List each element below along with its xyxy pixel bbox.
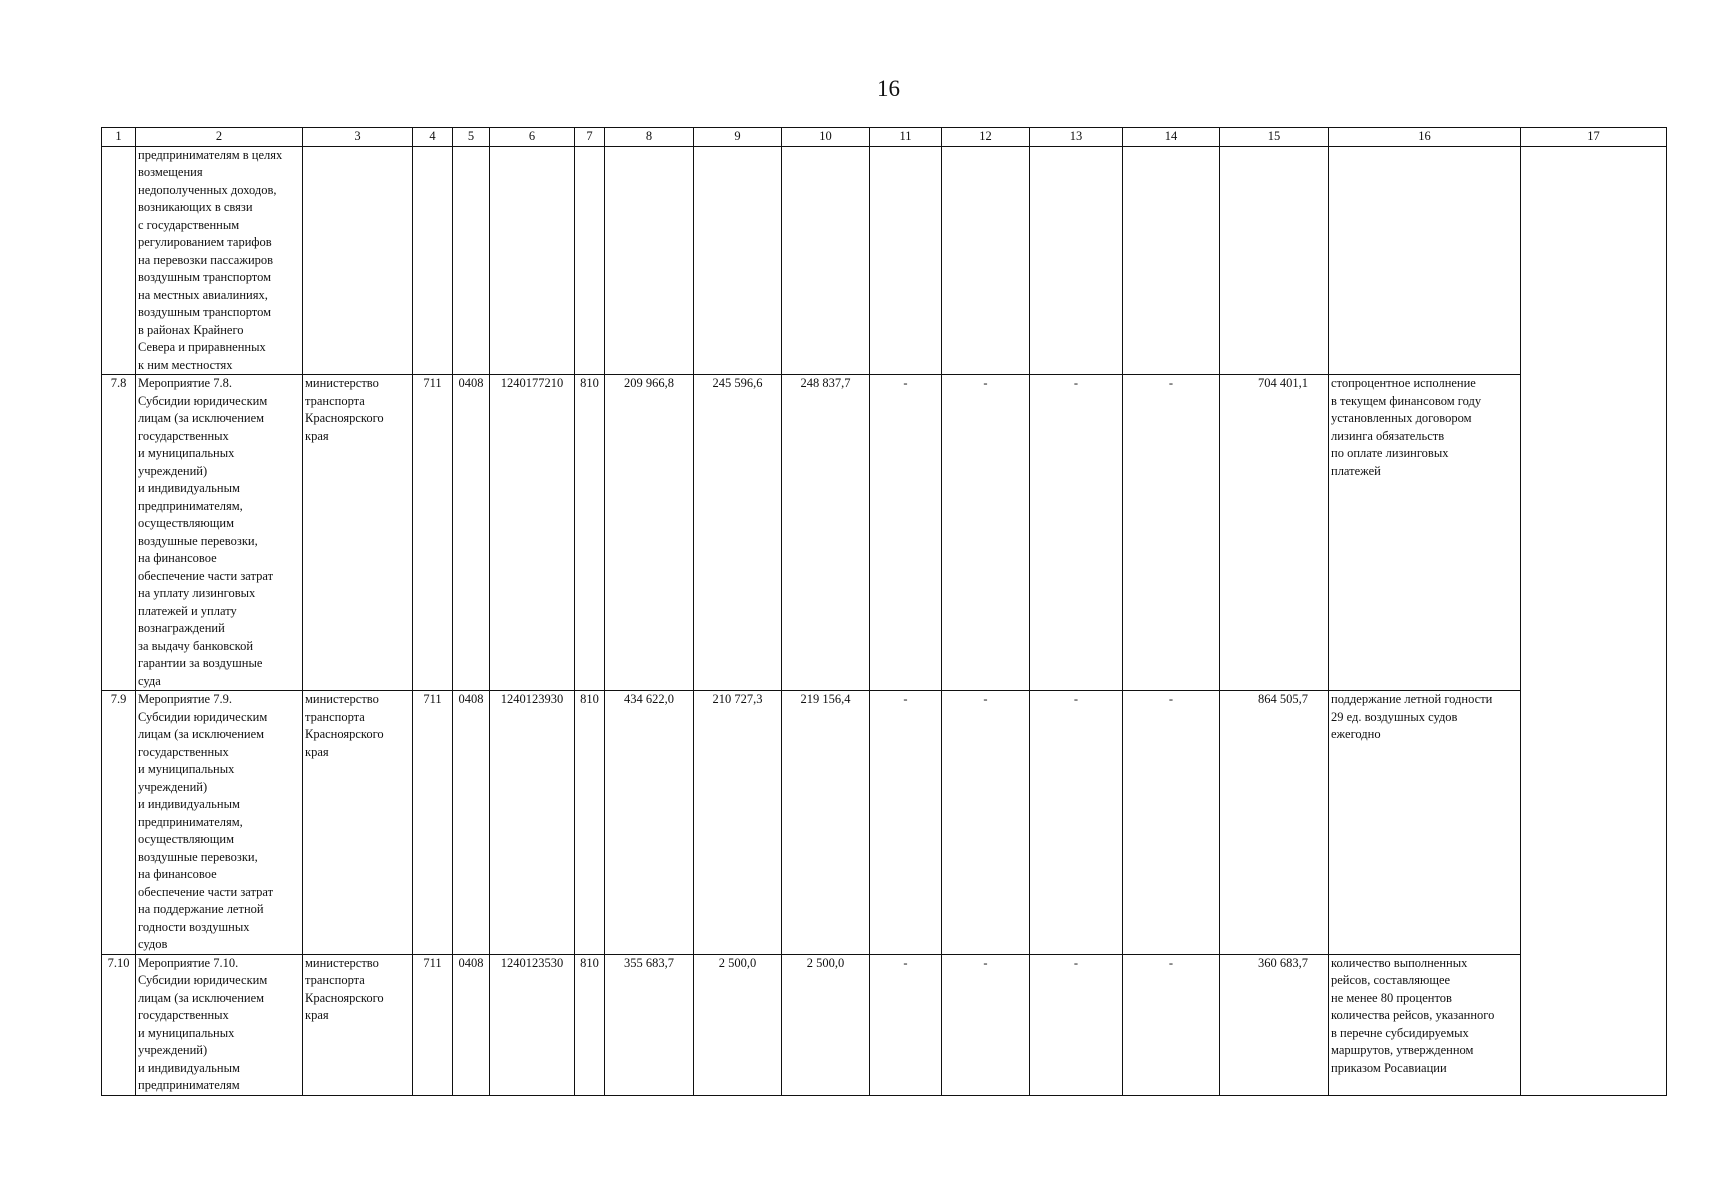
col-header-10: 10 — [782, 128, 870, 147]
col-header-14: 14 — [1123, 128, 1220, 147]
value-col11: - — [870, 375, 942, 691]
col-header-6: 6 — [490, 128, 575, 147]
value-col13: - — [1030, 954, 1123, 1095]
table-row — [102, 691, 1667, 955]
value-col12: - — [942, 375, 1030, 691]
col-header-8: 8 — [605, 128, 694, 147]
expected-result: поддержание летной годности 29 ед. воздушных судов ежегодно — [1329, 691, 1521, 955]
code-grbs: 711 — [413, 691, 453, 955]
amount-col10: 2 500,0 — [782, 954, 870, 1095]
code-rzpr: 0408 — [453, 954, 490, 1095]
measure-name: Мероприятие 7.9. Субсидии юридическим лицам (за исключением государственных и муниципальных учреждений) и индивидуальным предпринимателям, осуществляющим воздушные перевозки, на финансовое обеспечение части затрат на поддержание летной годности воздушных судов — [136, 691, 303, 955]
col-header-1: 1 — [102, 128, 136, 147]
amount-col9: 210 727,3 — [694, 691, 782, 955]
code-grbs: 711 — [413, 375, 453, 691]
col-header-11: 11 — [870, 128, 942, 147]
amount-col8: 209 966,8 — [605, 375, 694, 691]
code-csr: 1240123530 — [490, 954, 575, 1095]
continuation-row — [102, 146, 1667, 375]
value-col14: - — [1123, 375, 1220, 691]
value-col12: - — [942, 954, 1030, 1095]
page-number: 16 — [877, 76, 900, 101]
col-header-5: 5 — [453, 128, 490, 147]
col-header-4: 4 — [413, 128, 453, 147]
total-amount: 360 683,7 — [1220, 954, 1329, 1095]
value-col11: - — [870, 691, 942, 955]
col-header-9: 9 — [694, 128, 782, 147]
col-header-3: 3 — [303, 128, 413, 147]
value-col14: - — [1123, 954, 1220, 1095]
grbs-cell: министерство транспорта Красноярского края — [303, 691, 413, 955]
value-col13: - — [1030, 691, 1123, 955]
code-vr: 810 — [575, 691, 605, 955]
col17-cell — [1521, 146, 1667, 1095]
total-amount: 864 505,7 — [1220, 691, 1329, 955]
row-number: 7.8 — [102, 375, 136, 691]
amount-col9: 2 500,0 — [694, 954, 782, 1095]
value-col14: - — [1123, 691, 1220, 955]
code-vr: 810 — [575, 954, 605, 1095]
measure-name: Мероприятие 7.10. Субсидии юридическим лицам (за исключением государственных и муниципальных учреждений) и индивидуальным предпринимателям — [136, 954, 303, 1095]
grbs-cell: министерство транспорта Красноярского края — [303, 375, 413, 691]
col-header-15: 15 — [1220, 128, 1329, 147]
code-rzpr: 0408 — [453, 691, 490, 955]
grbs-cell: министерство транспорта Красноярского края — [303, 954, 413, 1095]
amount-col8: 434 622,0 — [605, 691, 694, 955]
table-row — [102, 375, 1667, 691]
row-number: 7.9 — [102, 691, 136, 955]
code-vr: 810 — [575, 375, 605, 691]
code-grbs: 711 — [413, 954, 453, 1095]
expected-result: количество выполненных рейсов, составляющее не менее 80 процентов количества рейсов, указанного в перечне субсидируемых маршрутов, утвержденном приказом Росавиации — [1329, 954, 1521, 1095]
amount-col8: 355 683,7 — [605, 954, 694, 1095]
code-rzpr: 0408 — [453, 375, 490, 691]
col-header-13: 13 — [1030, 128, 1123, 147]
row-number: 7.10 — [102, 954, 136, 1095]
col-header-2: 2 — [136, 128, 303, 147]
total-amount: 704 401,1 — [1220, 375, 1329, 691]
value-col11: - — [870, 954, 942, 1095]
code-csr: 1240177210 — [490, 375, 575, 691]
value-col13: - — [1030, 375, 1123, 691]
table-row — [102, 954, 1667, 1095]
continuation-text: предпринимателям в целях возмещения недополученных доходов, возникающих в связи с государственным регулированием тарифов на перевозки пассажиров воздушным транспортом на местных авиалиниях, воздушным транспортом в районах Крайнего Севера и приравненных к ним местностях — [136, 146, 303, 375]
measure-name: Мероприятие 7.8. Субсидии юридическим лицам (за исключением государственных и муниципальных учреждений) и индивидуальным предпринимателям, осуществляющим воздушные перевозки, на финансовое обеспечение части затрат на уплату лизинговых платежей и уплату вознаграждений за выдачу банковской гарантии за воздушные суда — [136, 375, 303, 691]
code-csr: 1240123930 — [490, 691, 575, 955]
program-table — [101, 127, 1667, 1096]
col-header-12: 12 — [942, 128, 1030, 147]
value-col12: - — [942, 691, 1030, 955]
column-number-row — [102, 128, 1667, 147]
amount-col9: 245 596,6 — [694, 375, 782, 691]
amount-col10: 219 156,4 — [782, 691, 870, 955]
col-header-16: 16 — [1329, 128, 1521, 147]
col-header-7: 7 — [575, 128, 605, 147]
col-header-17: 17 — [1521, 128, 1667, 147]
expected-result: стопроцентное исполнение в текущем финансовом году установленных договором лизинга обязательств по оплате лизинговых платежей — [1329, 375, 1521, 691]
amount-col10: 248 837,7 — [782, 375, 870, 691]
